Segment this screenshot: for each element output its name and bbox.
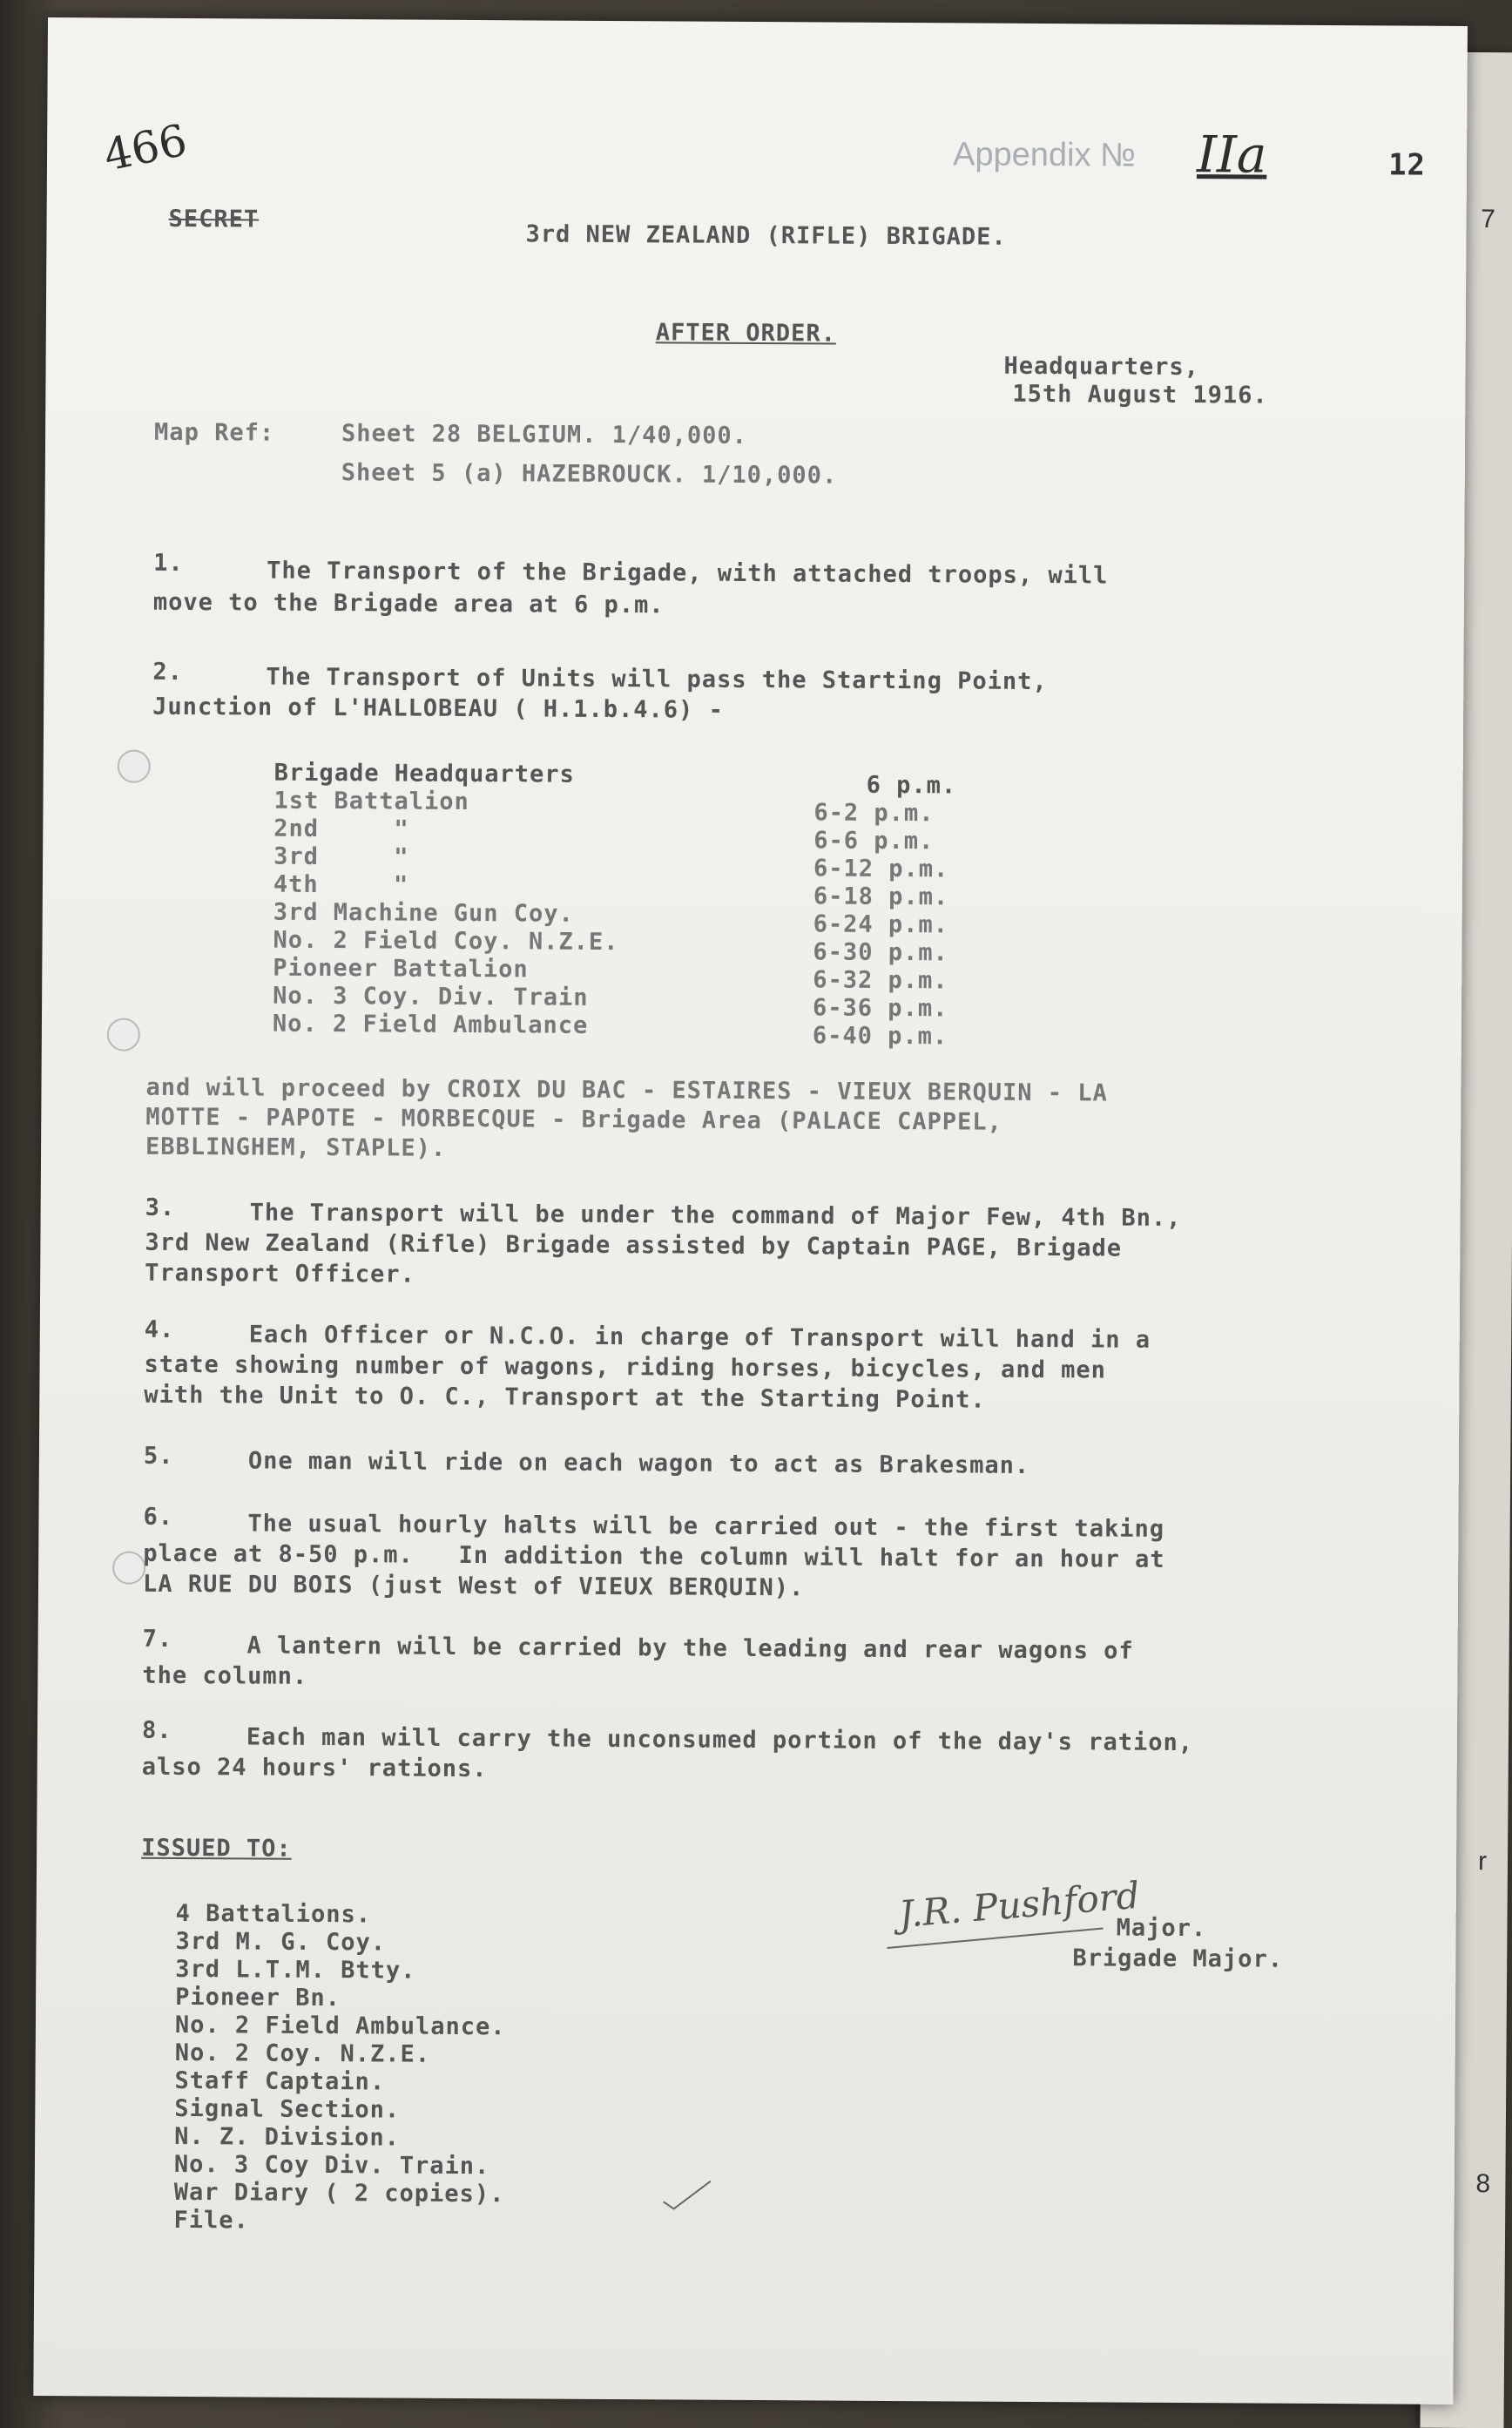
appendix-number: IIa [1196, 125, 1267, 185]
para-2-line-1: The Transport of Units will pass the Starting Point, [266, 663, 1048, 696]
punch-hole [107, 1018, 140, 1051]
para-4-line-2: state showing number of wagons, riding horses, bicycles, and men [144, 1350, 1106, 1384]
distribution-item: War Diary ( 2 copies). [173, 2178, 505, 2208]
timetable-time: 6-30 p.m. [813, 938, 948, 967]
distribution-item: Staff Captain. [174, 2066, 386, 2096]
distribution-item: 3rd L.T.M. Btty. [175, 1955, 416, 1985]
timetable-time: 6-32 p.m. [813, 966, 948, 995]
para-3-line-2: 3rd New Zealand (Rifle) Brigade assisted by Captain PAGE, Brigade [145, 1228, 1123, 1262]
timetable-time: 6-12 p.m. [813, 855, 949, 883]
distribution-item: Pioneer Bn. [175, 1983, 341, 2012]
distribution-item: No. 3 Coy Div. Train. [173, 2150, 490, 2181]
timetable-unit: Brigade Headquarters [273, 759, 575, 788]
headquarters-line: Headquarters, [1003, 352, 1200, 382]
map-ref-line-1: Sheet 28 BELGIUM. 1/40,000. [341, 420, 748, 450]
para-1-line-1: The Transport of the Brigade, with attached troops, will [267, 557, 1109, 590]
para-8-number: 8. [141, 1716, 172, 1744]
punch-hole [118, 750, 151, 783]
classification-struck: SECRET [168, 205, 260, 233]
para-6-line-3: LA RUE DU BOIS (just West of VIEUX BERQUIN). [142, 1570, 805, 1602]
timetable-unit: 2nd " [273, 815, 409, 843]
para-3-line-3: Transport Officer. [145, 1259, 415, 1288]
para-3-number: 3. [145, 1194, 176, 1221]
signature-title: Brigade Major. [1072, 1944, 1284, 1973]
para-1-line-2: move to the Brigade area at 6 p.m. [152, 588, 665, 619]
timetable-time: 6 p.m. [866, 771, 957, 800]
document-page [33, 17, 1468, 2404]
para-1-number: 1. [153, 549, 184, 577]
map-ref-label: Map Ref: [154, 418, 275, 447]
map-ref-line-2: Sheet 5 (a) HAZEBROUCK. 1/10,000. [341, 459, 838, 490]
para-6-number: 6. [143, 1503, 174, 1531]
timetable-unit: No. 2 Field Coy. N.Z.E. [273, 926, 619, 957]
para-5-number: 5. [143, 1442, 174, 1470]
para-3-line-1: The Transport will be under the command of Major Few, 4th Bn., [249, 1199, 1182, 1232]
brigade-heading: 3rd NEW ZEALAND (RIFLE) BRIGADE. [525, 220, 1007, 251]
distribution-item: Signal Section. [174, 2094, 401, 2124]
checkmark-icon [662, 2177, 714, 2212]
order-title: AFTER ORDER. [655, 319, 836, 348]
route-line-1: and will proceed by CROIX DU BAC - ESTAIRES - VIEUX BERQUIN - LA [145, 1073, 1108, 1107]
appendix-stamp: Appendix № [952, 136, 1136, 174]
edge-mark: 7 [1481, 205, 1495, 234]
para-8-line-2: also 24 hours' rations. [141, 1753, 488, 1783]
para-7-line-2: the column. [142, 1661, 308, 1690]
para-4-number: 4. [144, 1315, 175, 1343]
para-2-number: 2. [152, 658, 184, 686]
timetable-unit: 3rd Machine Gun Coy. [273, 898, 574, 928]
timetable-unit: No. 2 Field Ambulance [272, 1010, 589, 1039]
distribution-item: No. 2 Field Ambulance. [174, 2011, 506, 2041]
timetable-time: 6-40 p.m. [812, 1022, 948, 1051]
timetable-time: 6-24 p.m. [813, 910, 949, 939]
distribution-item: File. [173, 2206, 249, 2235]
para-5-line-1: One man will ride on each wagon to act as Brakesman. [247, 1447, 1030, 1479]
folio-number: 466 [99, 114, 192, 181]
timetable-unit: 3rd " [273, 842, 409, 871]
page-number: 12 [1387, 147, 1427, 183]
route-line-2: MOTTE - PAPOTE - MORBECQUE - Brigade Area (PALACE CAPPEL, [145, 1103, 1002, 1136]
timetable-time: 6-36 p.m. [812, 994, 948, 1023]
distribution-item: 3rd M. G. Coy. [175, 1927, 387, 1957]
signature-rank: Major. [1116, 1914, 1207, 1943]
issued-to-label: ISSUED TO: [141, 1834, 292, 1863]
para-7-number: 7. [142, 1625, 173, 1653]
para-4-line-3: with the Unit to O. C., Transport at the Starting Point. [144, 1381, 986, 1414]
para-8-line-1: Each man will carry the unconsumed portion of the day's ration, [246, 1723, 1194, 1757]
timetable-unit: 1st Battalion [273, 787, 469, 815]
distribution-item: N. Z. Division. [174, 2122, 401, 2152]
distribution-item: No. 2 Coy. N.Z.E. [174, 2039, 431, 2068]
timetable-unit: 4th " [273, 870, 409, 899]
signature: J.R. Pushford [897, 1873, 1142, 1937]
para-2-line-2: Junction of L'HALLOBEAU ( H.1.b.4.6) - [152, 693, 724, 724]
timetable-time: 6-2 p.m. [813, 799, 935, 828]
timetable-time: 6-18 p.m. [813, 883, 949, 911]
para-6-line-1: The usual hourly halts will be carried out - the first taking [247, 1510, 1165, 1543]
timetable-unit: Pioneer Battalion [273, 954, 529, 984]
edge-mark: 8 [1475, 2169, 1491, 2199]
para-6-line-2: place at 8-50 p.m. In addition the column will halt for an hour at [143, 1539, 1165, 1573]
timetable-time: 6-6 p.m. [813, 827, 935, 856]
para-7-line-1: A lantern will be carried by the leading and rear wagons of [246, 1632, 1134, 1665]
date-line: 15th August 1916. [1012, 380, 1268, 409]
distribution-item: 4 Battalions. [175, 1899, 372, 1929]
punch-hole [112, 1552, 145, 1585]
para-4-line-1: Each Officer or N.C.O. in charge of Transport will hand in a [248, 1321, 1151, 1354]
edge-mark: r [1477, 1847, 1488, 1877]
timetable-unit: No. 3 Coy. Div. Train [273, 982, 589, 1011]
route-line-3: EBBLINGHEM, STAPLE). [145, 1133, 447, 1162]
